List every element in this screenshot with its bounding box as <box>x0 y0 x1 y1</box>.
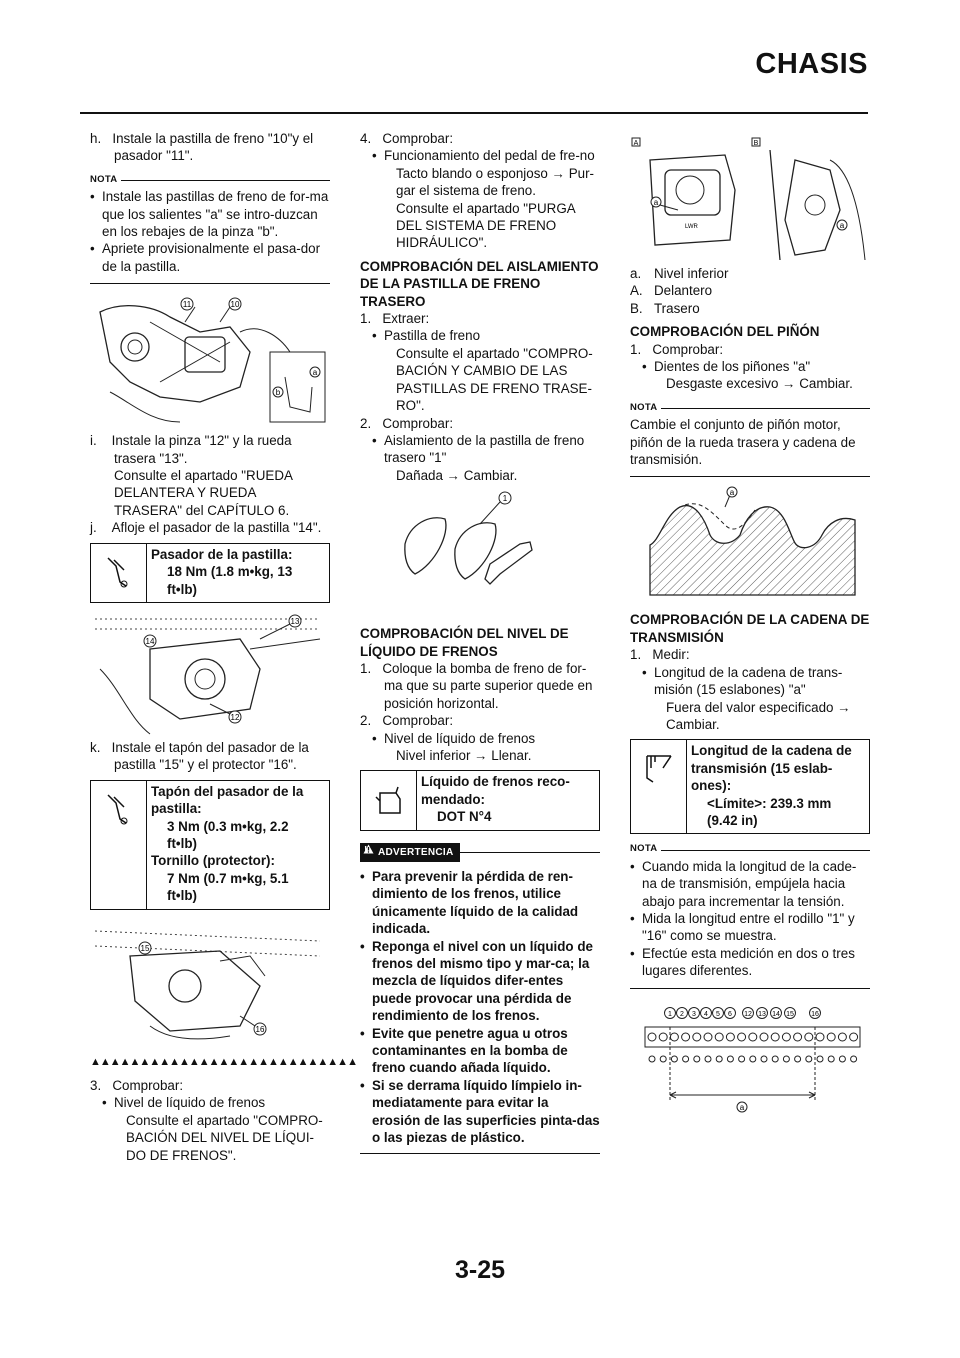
chain-roller <box>749 1033 757 1041</box>
chain-label-15: 15 <box>786 1010 794 1018</box>
section-heading-sprocket: COMPROBACIÓN DEL PIÑÓN <box>630 324 820 340</box>
chain-label-13: 13 <box>758 1010 766 1018</box>
chain-roller <box>738 1033 746 1041</box>
step-3-sub-1: Consulte el apartado "COMPRO- <box>126 1112 323 1128</box>
note-item: • Instale las pastillas de freno de for-ma que los salientes "a" se intro-duzcan en los rebajes de la pinza "b". <box>90 188 330 240</box>
chain-pin <box>772 1056 778 1062</box>
spec-line: <Límite>: 239.3 mm <box>707 795 832 811</box>
section-heading-chain: COMPROBACIÓN DE LA CADENA DE TRANSMISIÓN <box>630 612 870 645</box>
fig6-label-a: a <box>729 488 735 498</box>
fig1-label-b: b <box>275 388 281 398</box>
figure-brake-pads <box>360 484 600 619</box>
step-3-sub-2: BACIÓN DEL NIVEL DE LÍQUI- <box>126 1130 315 1146</box>
spec-line: 18 Nm (1.8 m•kg, 13 <box>167 564 293 580</box>
chain-pin <box>727 1056 733 1062</box>
chain-pin <box>671 1056 677 1062</box>
fig1-label-10: 10 <box>230 300 240 310</box>
chain-label-4: 4 <box>704 1010 708 1018</box>
page-number: 3-25 <box>454 1256 506 1284</box>
chain-pin <box>839 1056 845 1062</box>
chain-pin <box>750 1056 756 1062</box>
spec-line: (9.42 in) <box>707 812 758 828</box>
warning-triangle-icon <box>363 844 374 854</box>
step-p1-sub: Desgaste excesivo → Cambiar. <box>666 376 853 392</box>
chain-label-12: 12 <box>744 1010 752 1018</box>
chain-pin <box>716 1056 722 1062</box>
section-heading-pad-insulator: COMPROBACIÓN DEL AISLAMIENTO DE LA PASTILLA DE FRENO TRASERO <box>360 258 599 309</box>
chain-pin <box>783 1056 789 1062</box>
step-i-sub-1: Consulte el apartado "RUEDA <box>114 468 293 484</box>
step-b2-bullet: • Nivel de líquido de frenos <box>360 730 600 747</box>
spec-line: 3 Nm (0.3 m•kg, 2.2 <box>167 818 289 834</box>
note-label: NOTA <box>630 401 658 413</box>
step-m1-sub: Fuera del valor especificado → Cambiar. <box>666 699 851 732</box>
fig2-label-14: 14 <box>145 636 155 646</box>
step-j: j. Afloje el pasador de la pastilla "14". <box>90 520 322 536</box>
fig1-label-11: 11 <box>182 300 192 310</box>
note-item: • Apriete provisionalmente el pasa-dor de la pastilla. <box>90 240 330 275</box>
spec-line: ft•lb) <box>167 888 197 904</box>
spec-line: Tapón del pasador de la <box>151 783 304 799</box>
figure-protector <box>90 916 330 1046</box>
chain-roller <box>682 1033 690 1041</box>
step-b1: 1. Coloque la bomba de freno de for-ma que su parte superior quede en posición horizontal. <box>360 660 593 711</box>
step-a2-bullet: • Aislamiento de la pastilla de freno trasero "1" <box>360 432 600 467</box>
warning-header <box>360 843 600 862</box>
step-a1-bullet: • Pastilla de freno <box>360 327 600 344</box>
chain-label-2: 2 <box>680 1010 684 1018</box>
chain-roller <box>760 1033 768 1041</box>
spec-line: ones): <box>691 778 732 794</box>
step-p1: 1. Comprobar: <box>630 341 724 357</box>
spec-line: transmisión (15 eslab- <box>691 760 833 776</box>
chain-label-5: 5 <box>716 1010 720 1018</box>
figure-chain <box>630 997 870 1117</box>
figure-rear-caliper <box>90 609 330 739</box>
note-item: • Cuando mida la longitud de la cade-na de transmisión, empújela hacia abajo para incrementar la tensión. <box>630 858 870 910</box>
page-title: CHASIS <box>755 48 868 80</box>
spec-line: DOT N°4 <box>437 809 492 825</box>
legend-row: a. Nivel inferior <box>630 266 729 281</box>
chain-pin <box>851 1056 857 1062</box>
step-k: k. Instale el tapón del pasador de la pastilla "15" y el protector "16". <box>90 739 309 773</box>
step-4-sub-2: Consulte el apartado "PURGA DEL SISTEMA DE FRENO HIDRÁULICO". <box>396 200 575 251</box>
step-m1: 1. Medir: <box>630 647 690 663</box>
warning-item: • Reponga el nivel con un líquido de frenos del mismo tipo y mar-ca; la mezcla de líquidos difer-entes puede provocar una pérdida de rendimiento de los frenos. <box>360 938 600 1025</box>
chain-pin <box>683 1056 689 1062</box>
step-3-bullet: • Nivel de líquido de frenos <box>90 1094 330 1111</box>
chain-roller <box>794 1033 802 1041</box>
chain-roller <box>670 1033 678 1041</box>
chain-pin <box>660 1056 666 1062</box>
figure-sprocket-teeth <box>630 485 870 605</box>
caliper-gauge-icon <box>631 740 687 833</box>
oil-can-icon <box>361 771 417 829</box>
chain-roller <box>693 1033 701 1041</box>
spec-line: ft•lb) <box>167 835 197 851</box>
note-2 <box>630 399 870 478</box>
fig4-label-1: 1 <box>502 494 508 504</box>
chain-roller <box>715 1033 723 1041</box>
chain-pin <box>739 1056 745 1062</box>
column-3 <box>630 130 870 1117</box>
legend-row: A. Delantero <box>630 283 713 299</box>
header-rule <box>80 112 868 114</box>
chain-label-16: 16 <box>811 1010 819 1018</box>
step-4-bullet: • Funcionamiento del pedal de fre-no <box>360 147 600 164</box>
spec-pad-pin <box>90 543 330 603</box>
step-h: h. Instale la pastilla de freno "10"y el pasador "11". <box>90 131 314 164</box>
spec-pin-plug <box>90 780 330 910</box>
step-i-sub-2: DELANTERA Y RUEDA <box>114 485 257 501</box>
chain-pin <box>817 1056 823 1062</box>
step-p1-bullet: • Dientes de los piñones "a" <box>630 358 870 375</box>
spec-line: Longitud de la cadena de <box>691 743 852 759</box>
step-4: 4. Comprobar: <box>360 131 454 146</box>
column-1 <box>90 130 357 1164</box>
figure-caliper-pads <box>90 292 330 432</box>
section-heading-fluid-level: COMPROBACIÓN DEL NIVEL DE LÍQUIDO DE FRENOS <box>360 626 569 659</box>
fig1-label-a: a <box>312 368 318 378</box>
chain-pin <box>694 1056 700 1062</box>
warning-item: • Si se derrama líquido límpielo in-mediatamente para evitar la erosión de las superficies pinta-das o las piezas de plástico. <box>360 1077 600 1147</box>
fig5-label-LWR: LWR <box>685 224 698 230</box>
step-b2-sub: Nivel inferior → Llenar. <box>396 747 532 763</box>
chain-label-6: 6 <box>728 1010 732 1018</box>
chain-roller <box>850 1033 858 1041</box>
chain-roller <box>816 1033 824 1041</box>
step-b2: 2. Comprobar: <box>360 713 454 729</box>
step-m1-bullet: • Longitud de la cadena de trans-misión (15 eslabones) "a" <box>630 664 870 699</box>
spec-line: pastilla: <box>151 801 202 817</box>
chain-roller <box>838 1033 846 1041</box>
fig2-label-13: 13 <box>290 616 300 626</box>
note-text: Cambie el conjunto de piñón motor, piñón de la rueda trasera y cadena de transmisión. <box>630 417 856 468</box>
spec-line: ft•lb) <box>167 581 197 597</box>
warning-badge: ! ADVERTENCIA <box>360 843 460 862</box>
spec-line: Pasador de la pastilla: <box>151 546 293 562</box>
chain-pin <box>761 1056 767 1062</box>
chain-label-14: 14 <box>772 1010 780 1018</box>
chain-roller <box>805 1033 813 1041</box>
step-3: 3. Comprobar: <box>90 1077 184 1093</box>
step-a2: 2. Comprobar: <box>360 415 454 431</box>
warning-list <box>360 868 600 1147</box>
chain-roller <box>726 1033 734 1041</box>
chain-pin <box>828 1056 834 1062</box>
note-label: NOTA <box>90 173 118 185</box>
note-item: • Mida la longitud entre el rodillo "1" y "16" como se muestra. <box>630 910 870 945</box>
chain-pin <box>649 1056 655 1062</box>
note-item: • Efectúe esta medición en dos o tres lugares diferentes. <box>630 945 870 980</box>
step-a2-sub: Dañada → Cambiar. <box>396 467 518 483</box>
figure-master-cylinders <box>630 130 870 265</box>
chain-roller <box>771 1033 779 1041</box>
torque-wrench-icon <box>91 781 147 909</box>
spec-chain-length <box>630 739 870 834</box>
step-i-sub-3: TRASERA" del CAPÍTULO 6. <box>114 502 290 518</box>
spec-line: Líquido de frenos reco- <box>421 774 570 790</box>
fig3-label-15: 15 <box>140 943 150 953</box>
note-label: NOTA <box>630 843 658 855</box>
fig5-label-B: B <box>753 140 759 147</box>
chain-roller <box>704 1033 712 1041</box>
warning-item: • Para prevenir la pérdida de ren-dimiento de los frenos, utilice únicamente líquido de la calidad indicada. <box>360 868 600 938</box>
step-4-sub-1: Tacto blando o esponjoso → Pur-gar el sistema de freno. <box>396 165 595 199</box>
fig2-label-12: 12 <box>230 712 240 722</box>
chain-pin <box>705 1056 711 1062</box>
legend-row: B. Trasero <box>630 300 700 316</box>
step-i: i. Instale la pinza "12" y la rueda trasera "13". <box>90 433 292 466</box>
chain-roller <box>782 1033 790 1041</box>
chain-label-3: 3 <box>692 1010 696 1018</box>
fig3-label-16: 16 <box>255 1024 265 1034</box>
note-1 <box>90 171 330 284</box>
chain-pin <box>795 1056 801 1062</box>
spec-line: Tornillo (protector): <box>151 853 275 869</box>
torque-wrench-icon <box>91 544 147 602</box>
section-end-marker: ▲▲▲▲▲▲▲▲▲▲▲▲▲▲▲▲▲▲▲▲▲▲▲▲▲▲▲ <box>90 1055 357 1068</box>
column-2 <box>360 130 600 1162</box>
fig5-label-a1: a <box>653 198 659 207</box>
fig5-label-a2: a <box>839 221 845 230</box>
spec-line: mendado: <box>421 791 485 807</box>
chain-label-1: 1 <box>668 1010 672 1018</box>
chain-pin <box>806 1056 812 1062</box>
step-3-sub-3: DO DE FRENOS". <box>126 1147 237 1163</box>
step-a1: 1. Extraer: <box>360 311 430 327</box>
chain-roller <box>648 1033 656 1041</box>
spec-line: 7 Nm (0.7 m•kg, 5.1 <box>167 870 289 886</box>
chain-roller <box>827 1033 835 1041</box>
chain-roller <box>659 1033 667 1041</box>
fig5-label-A: A <box>633 140 639 147</box>
warning-item: • Evite que penetre agua u otros contaminantes en la bomba de freno cuando añada líquido. <box>360 1025 600 1077</box>
fig7-label-a: a <box>739 1102 745 1112</box>
spec-brake-fluid <box>360 770 600 830</box>
step-a1-sub: Consulte el apartado "COMPRO-BACIÓN Y CAMBIO DE LAS PASTILLAS DE FRENO TRASE-RO". <box>396 345 593 414</box>
note-3 <box>630 840 870 988</box>
